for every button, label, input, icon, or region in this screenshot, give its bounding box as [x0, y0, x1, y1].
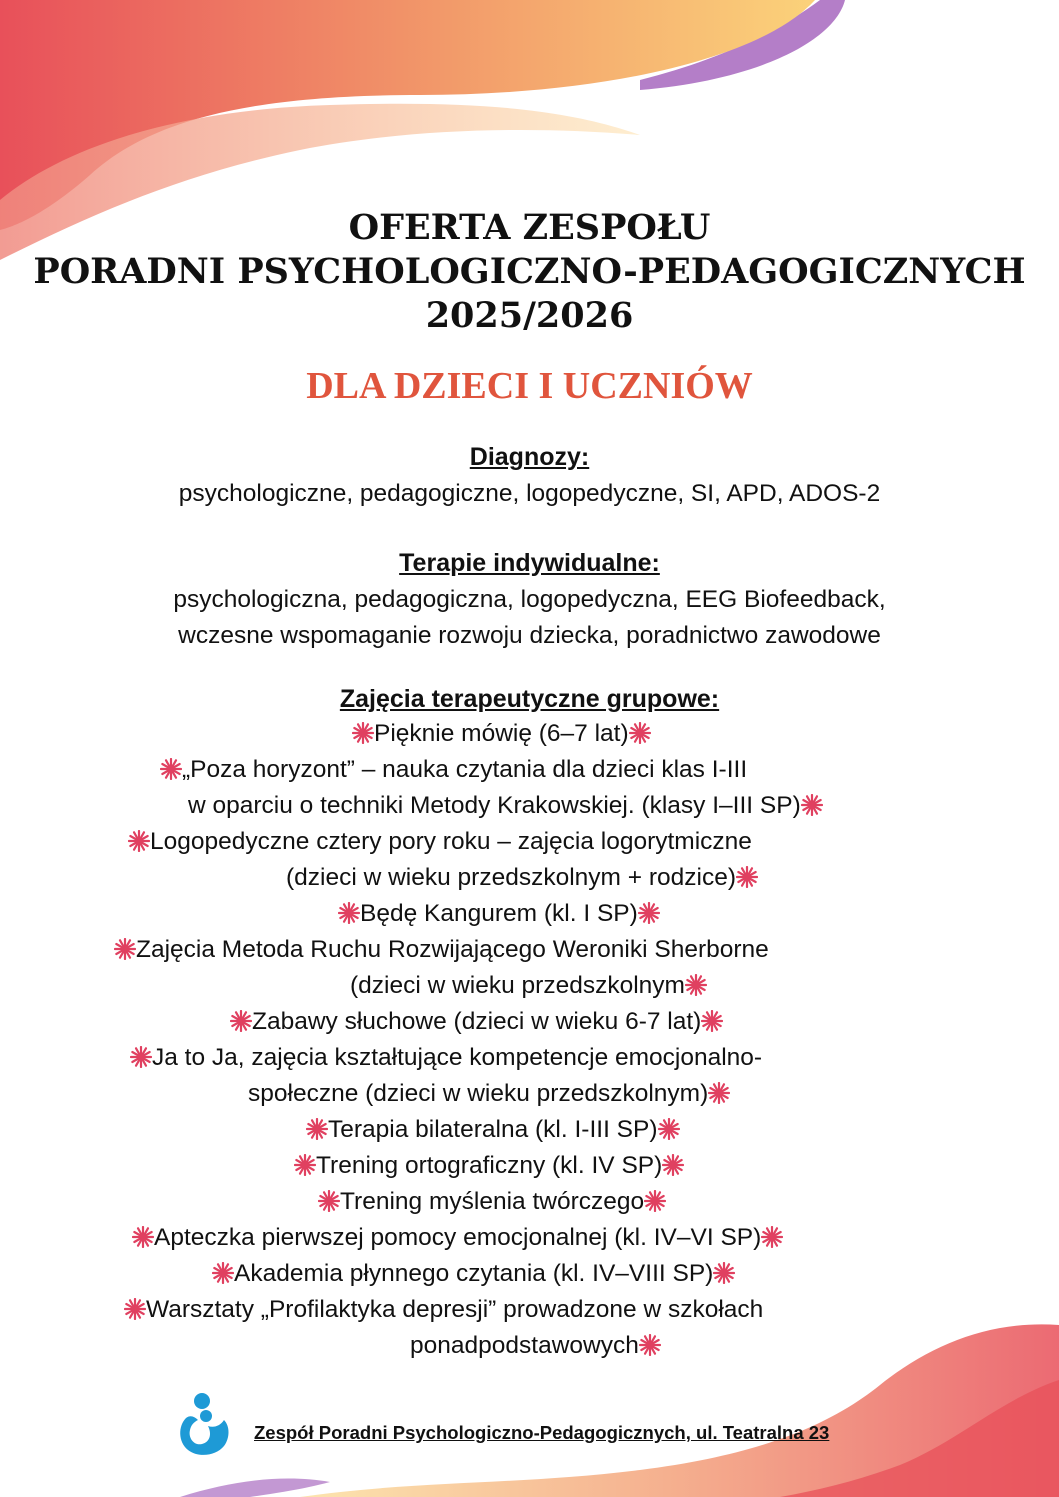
- list-item: Ja to Ja, zajęcia kształtujące kompetencje emocjonalno-: [130, 1040, 762, 1076]
- star-icon: [294, 1151, 316, 1173]
- star-icon: [212, 1259, 234, 1281]
- title-line-2: PORADNI PSYCHOLOGICZNO-PEDAGOGICZNYCH: [33, 251, 1026, 292]
- list-item: Trening myślenia twórczego: [318, 1184, 666, 1220]
- star-icon: [114, 935, 136, 957]
- list-item: społeczne (dzieci w wieku przedszkolnym): [248, 1076, 730, 1112]
- terapie-line-1: psychologiczna, pedagogiczna, logopedyczna, EEG Biofeedback,: [173, 586, 886, 613]
- title-line-3: 2025/2026: [425, 295, 634, 336]
- star-icon: [306, 1115, 328, 1137]
- list-item: Terapia bilateralna (kl. I-III SP): [306, 1112, 680, 1148]
- list-item: (dzieci w wieku przedszkolnym: [350, 968, 707, 1004]
- star-icon: [801, 791, 823, 813]
- star-icon: [708, 1079, 730, 1101]
- star-icon: [130, 1043, 152, 1065]
- list-item: „Poza horyzont” – nauka czytania dla dzieci klas I-III: [160, 752, 747, 788]
- list-item: (dzieci w wieku przedszkolnym + rodzice): [286, 860, 758, 896]
- list-item: w oparciu o techniki Metody Krakowskiej. (klasy I–III SP): [188, 788, 823, 824]
- title-line-1: OFERTA ZESPOŁU: [348, 207, 711, 248]
- subtitle: DLA DZIECI I UCZNIÓW: [306, 365, 753, 407]
- terapie-heading: Terapie indywidualne:: [399, 549, 660, 577]
- star-icon: [128, 827, 150, 849]
- list-item: Warsztaty „Profilaktyka depresji” prowadzone w szkołach: [124, 1292, 763, 1328]
- star-icon: [318, 1187, 340, 1209]
- diagnozy-text: psychologiczne, pedagogiczne, logopedyczne, SI, APD, ADOS-2: [178, 480, 881, 507]
- star-icon: [638, 899, 660, 921]
- list-item: Akademia płynnego czytania (kl. IV–VIII SP): [212, 1256, 735, 1292]
- diagnozy-heading: Diagnozy:: [469, 443, 590, 471]
- star-icon: [639, 1331, 661, 1353]
- star-icon: [658, 1115, 680, 1137]
- footer-address: Zespół Poradni Psychologiczno-Pedagogicznych, ul. Teatralna 23: [254, 1422, 830, 1443]
- star-icon: [662, 1151, 684, 1173]
- zajecia-heading: Zajęcia terapeutyczne grupowe:: [339, 685, 720, 713]
- list-item: Pięknie mówię (6–7 lat): [352, 716, 651, 752]
- star-icon: [160, 755, 182, 777]
- star-icon: [644, 1187, 666, 1209]
- list-item: Trening ortograficzny (kl. IV SP): [294, 1148, 684, 1184]
- star-icon: [713, 1259, 735, 1281]
- list-item: Będę Kangurem (kl. I SP): [338, 896, 660, 932]
- terapie-line-2: wczesne wspomaganie rozwoju dziecka, poradnictwo zawodowe: [178, 622, 881, 649]
- list-item: Zajęcia Metoda Ruchu Rozwijającego Weroniki Sherborne: [114, 932, 769, 968]
- star-icon: [736, 863, 758, 885]
- star-icon: [132, 1223, 154, 1245]
- star-icon: [352, 719, 374, 741]
- star-icon: [230, 1007, 252, 1029]
- star-icon: [124, 1295, 146, 1317]
- star-icon: [761, 1223, 783, 1245]
- star-icon: [338, 899, 360, 921]
- star-icon: [685, 971, 707, 993]
- list-item: Zabawy słuchowe (dzieci w wieku 6-7 lat): [230, 1004, 723, 1040]
- list-item: ponadpodstawowych: [410, 1328, 661, 1364]
- list-item: Apteczka pierwszej pomocy emocjonalnej (kl. IV–VI SP): [132, 1220, 783, 1256]
- mother-child-logo-icon: [176, 1392, 232, 1458]
- star-icon: [701, 1007, 723, 1029]
- list-item: Logopedyczne cztery pory roku – zajęcia logorytmiczne: [128, 824, 752, 860]
- star-icon: [629, 719, 651, 741]
